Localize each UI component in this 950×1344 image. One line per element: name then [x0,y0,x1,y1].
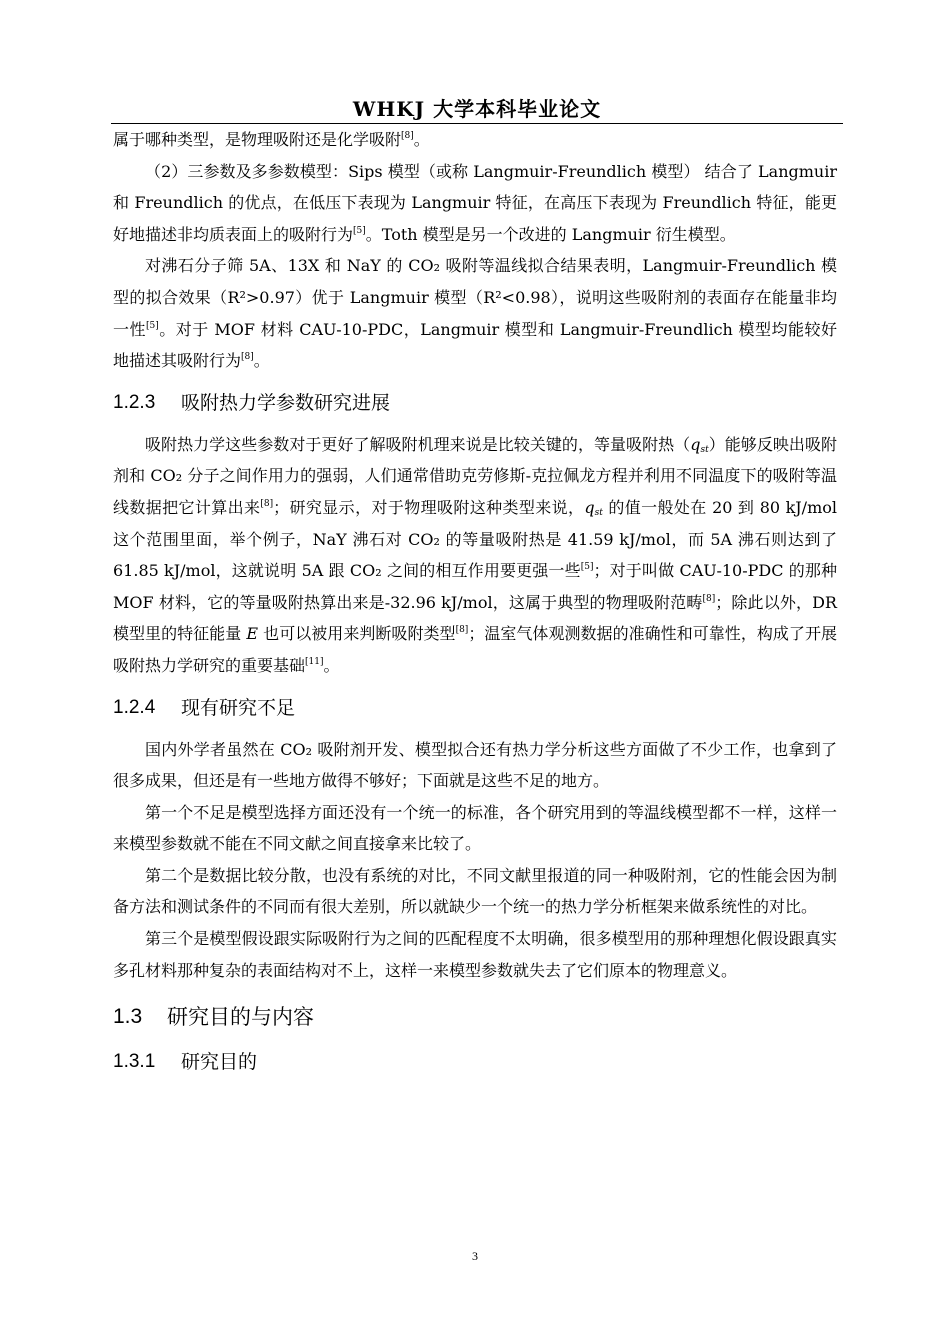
section-title: 研究目的与内容 [167,1005,314,1030]
symbol-q: q [584,497,595,517]
spacer [113,720,837,734]
paragraph-text: ；除此以外，DR 模型里的特征能量 [113,592,837,644]
spacer [113,986,837,1004]
paragraph-text: 。Toth 模型是另一个改进的 Langmuir 衍生模型。 [365,224,736,244]
section-title: 现有研究不足 [181,696,296,719]
section-number: 1.3 [113,1005,143,1029]
symbol-q: q [690,434,701,454]
section-number: 1.3.1 [113,1051,156,1073]
paragraph-thermodynamics [113,429,837,682]
spacer [113,1030,837,1050]
paragraph-text: 的值一般处在 20 到 80 kJ/mol 这个范围里面，举个例子，NaY 沸石对 CO₂ 的等量吸附热是 41.59 kJ/mol，而 5A 沸石则达到了 61.85 kJ/mol，这就说明 5A 跟 CO₂ 之间的相互作用要更强一些 [113,497,837,581]
section-number: 1.2.3 [113,391,156,413]
document-body [113,124,837,1074]
section-heading-1-3-1 [113,1050,837,1074]
paragraph-zeolite-fitting [113,250,837,376]
paragraph-text: 属于哪种类型，是物理吸附还是化学吸附 [113,130,402,149]
citation-ref: [11] [305,656,324,667]
paragraph-continuation [113,124,837,156]
section-title: 研究目的 [181,1051,258,1074]
section-heading-1-3 [113,1004,837,1030]
punctuation: 。 [253,351,270,371]
symbol-st: st [700,444,709,455]
citation-ref: [8] [702,593,716,604]
paragraph-text: （2）三参数及多参数模型：Sips 模型（或称 Langmuir-Freundlich 模型） 结合了 Langmuir 和 Freundlich 的优点，在低压下表现为 Langmuir 特征，在高压下表现为 Freundlich 特征，能更好地描述非均质表面上的吸附行为 [113,161,837,244]
citation-ref: [5] [353,225,366,236]
paragraph-text: 对沸石分子筛 5A、13X 和 NaY 的 CO₂ 吸附等温线拟合结果表明，Langmuir-Freundlich 模型的拟合效果（R²>0.97）优于 Langmuir 模型（R²<0.98），说明这些吸附剂的表面存在能量非均一性 [113,256,837,339]
section-number: 1.2.4 [113,696,156,718]
paragraph-shortcoming-2: 第二个是数据比较分散，也没有系统的对比，不同文献里报道的同一种吸附剂，它的性能会因为制备方法和测试条件的不同而有很大差别，所以就缺少一个统一的热力学分析框架来做系统性的对比。 [113,865,837,917]
punctuation: 。 [323,655,340,675]
paragraph-shortcoming-3: 第三个是模型假设跟实际吸附行为之间的匹配程度不太明确，很多模型用的那种理想化假设跟真实多孔材料那种复杂的表面结构对不上，这样一来模型参数就失去了它们原本的物理意义。 [113,929,837,980]
spacer [113,415,837,429]
section-title: 吸附热力学参数研究进展 [181,391,391,414]
paragraph-text: ；研究显示，对于物理吸附这种类型来说， [273,497,585,517]
citation-ref: [8] [241,352,254,363]
spacer [113,682,837,696]
page-number: 3 [472,1249,478,1263]
symbol-st: st [594,507,603,518]
section-heading-1-2-4 [113,696,837,720]
paragraph-sips-model [113,156,837,251]
paragraph-text: 吸附热力学这些参数对于更好了解吸附机理来说是比较关键的，等量吸附热（ [145,434,691,454]
citation-ref: [8] [401,131,414,141]
paragraph-text: 。对于 MOF 材料 CAU-10-PDC，Langmuir 模型和 Langmuir-Freundlich 模型均能较好地描述其吸附行为 [113,319,837,371]
paragraph-text: ；温室气体观测数据的准确性和可靠性，构成了开展吸附热力学研究的重要基础 [113,624,837,675]
section-heading-1-2-3 [113,391,837,415]
paragraph-text: 也可以被用来判断吸附类型 [258,624,456,644]
citation-ref: [8] [455,625,469,636]
citation-ref: [8] [260,498,274,509]
citation-ref: [5] [146,320,159,331]
citation-ref: [5] [580,562,594,573]
paragraph-text: ）能够反映出吸附剂和 CO₂ 分子之间作用力的强弱，人们通常借助克劳修斯-克拉佩龙方程并利用不同温度下的吸附等温线数据把它计算出来 [113,434,837,517]
spacer [113,377,837,391]
punctuation: 。 [413,130,430,149]
symbol-e: E [246,624,259,644]
paragraph-shortcoming-1: 第一个不足是模型选择方面还没有一个统一的标准，各个研究用到的等温线模型都不一样，这样一来模型参数就不能在不同文献之间直接拿来比较了。 [113,802,837,854]
page-header-title: WHKJ 大学本科毕业论文 [352,97,602,121]
paragraph-shortcomings-intro: 国内外学者虽然在 CO₂ 吸附剂开发、模型拟合还有热力学分析这些方面做了不少工作，也拿到了很多成果，但还是有一些地方做得不够好；下面就是这些不足的地方。 [113,739,837,791]
paragraph-text: ；对于叫做 CAU-10-PDC 的那种 MOF 材料，它的等量吸附热算出来是-32.96 kJ/mol，这属于典型的物理吸附范畴 [113,561,837,612]
